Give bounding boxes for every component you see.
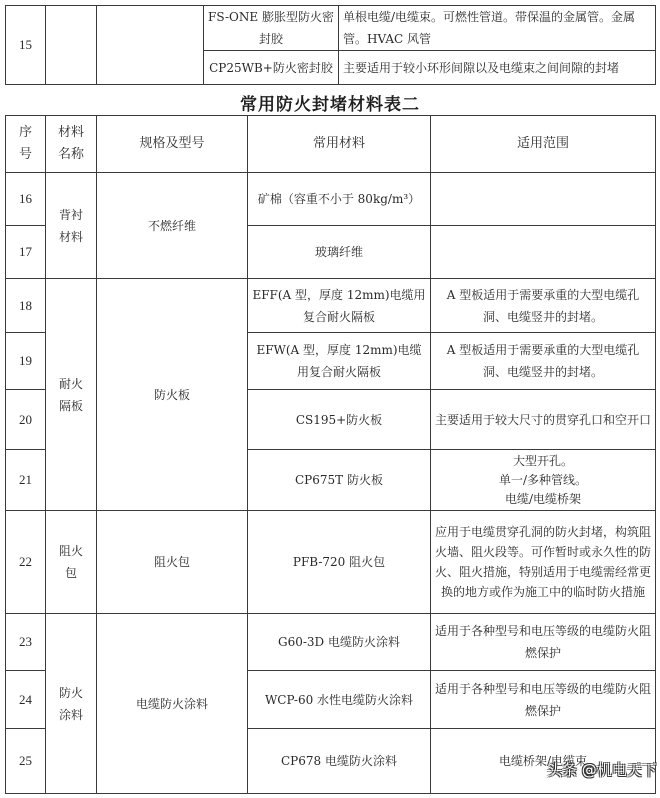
header-scope: 适用范围 <box>431 116 656 173</box>
header-row <box>6 116 656 173</box>
header-spec: 规格及型号 <box>97 116 248 173</box>
spec-cell: 不燃纤维 <box>97 173 248 279</box>
category-cell: 阻火包 <box>46 511 97 614</box>
row-number: 23 <box>6 614 46 671</box>
watermark: 头条 @机电天下 <box>547 761 657 779</box>
spec-cell <box>97 6 204 85</box>
row-number: 15 <box>6 6 46 85</box>
scope-cell: A 型板适用于需要承重的大型电缆孔洞、电缆竖井的封堵。 <box>431 333 656 390</box>
material-cell: G60-3D 电缆防火涂料 <box>248 614 431 671</box>
material-cell: CP675T 防火板 <box>248 450 431 511</box>
scope-cell: 电缆桥架/电缆束 <box>431 729 656 794</box>
scope-line: 大型开孔。 <box>512 453 573 468</box>
table-row <box>6 6 656 51</box>
scope-cell: 适用于各种型号和电压等级的电缆防火阻燃保护 <box>431 671 656 729</box>
row-number: 21 <box>6 450 46 511</box>
header-category: 材料名称 <box>46 116 97 173</box>
category-cell <box>46 6 97 85</box>
scope-cell <box>431 450 656 511</box>
row-number: 25 <box>6 729 46 794</box>
material-cell: CP678 电缆防火涂料 <box>248 729 431 794</box>
scope-cell: 单根电缆/电缆束。可燃性管道。带保温的金属管。金属管。HVAC 风管 <box>339 6 656 51</box>
table-row <box>6 511 656 614</box>
row-number: 22 <box>6 511 46 614</box>
row-number: 24 <box>6 671 46 729</box>
scope-cell: 主要适用于较大尺寸的贯穿孔口和空开口 <box>431 390 656 450</box>
category-cell: 耐火隔板 <box>46 279 97 511</box>
scope-line: 单一/多种管线。 <box>498 472 588 487</box>
material-cell: FS-ONE 膨胀型防火密封胶 <box>204 6 339 51</box>
material-cell: EFF(A 型，厚度 12mm)电缆用复合耐火隔板 <box>248 279 431 333</box>
table-title: 常用防火封堵材料表二 <box>240 95 420 115</box>
scope-cell: 适用于各种型号和电压等级的电缆防火阻燃保护 <box>431 614 656 671</box>
table-row <box>6 614 656 671</box>
scope-cell: 主要适用于较小环形间隙以及电缆束之间间隙的封堵 <box>339 51 656 85</box>
scope-cell <box>431 173 656 226</box>
fire-sealing-materials-table <box>5 115 656 794</box>
spec-cell: 阻火包 <box>97 511 248 614</box>
scope-cell: A 型板适用于需要承重的大型电缆孔洞、电缆竖井的封堵。 <box>431 279 656 333</box>
category-cell: 防火涂料 <box>46 614 97 794</box>
row-number: 20 <box>6 390 46 450</box>
row-number: 17 <box>6 226 46 279</box>
table-row <box>6 173 656 226</box>
table-row <box>6 279 656 333</box>
row-number: 18 <box>6 279 46 333</box>
category-cell: 背衬材料 <box>46 173 97 279</box>
material-cell: WCP-60 水性电缆防火涂料 <box>248 671 431 729</box>
table-fragment-1 <box>5 5 656 85</box>
spec-cell: 防火板 <box>97 279 248 511</box>
scope-cell: 应用于电缆贯穿孔洞的防火封堵，构筑阻火墙、阻火段等。可作暂时或永久性的防火、阻火措施，特别适用于电缆需经常更换的地方或作为施工中的临时防火措施 <box>431 511 656 614</box>
header-material: 常用材料 <box>248 116 431 173</box>
material-cell: EFW(A 型，厚度 12mm)电缆用复合耐火隔板 <box>248 333 431 390</box>
material-cell: CS195+防火板 <box>248 390 431 450</box>
scope-line: 电缆/电缆桥架 <box>504 491 582 506</box>
material-cell: CP25WB+防火密封胶 <box>204 51 339 85</box>
material-cell: 玻璃纤维 <box>248 226 431 279</box>
spec-cell: 电缆防火涂料 <box>97 614 248 794</box>
row-number: 16 <box>6 173 46 226</box>
material-cell: 矿棉（容重不小于 80kg/m³） <box>248 173 431 226</box>
scope-cell <box>431 226 656 279</box>
material-cell: PFB-720 阻火包 <box>248 511 431 614</box>
row-number: 19 <box>6 333 46 390</box>
header-no: 序号 <box>6 116 46 173</box>
